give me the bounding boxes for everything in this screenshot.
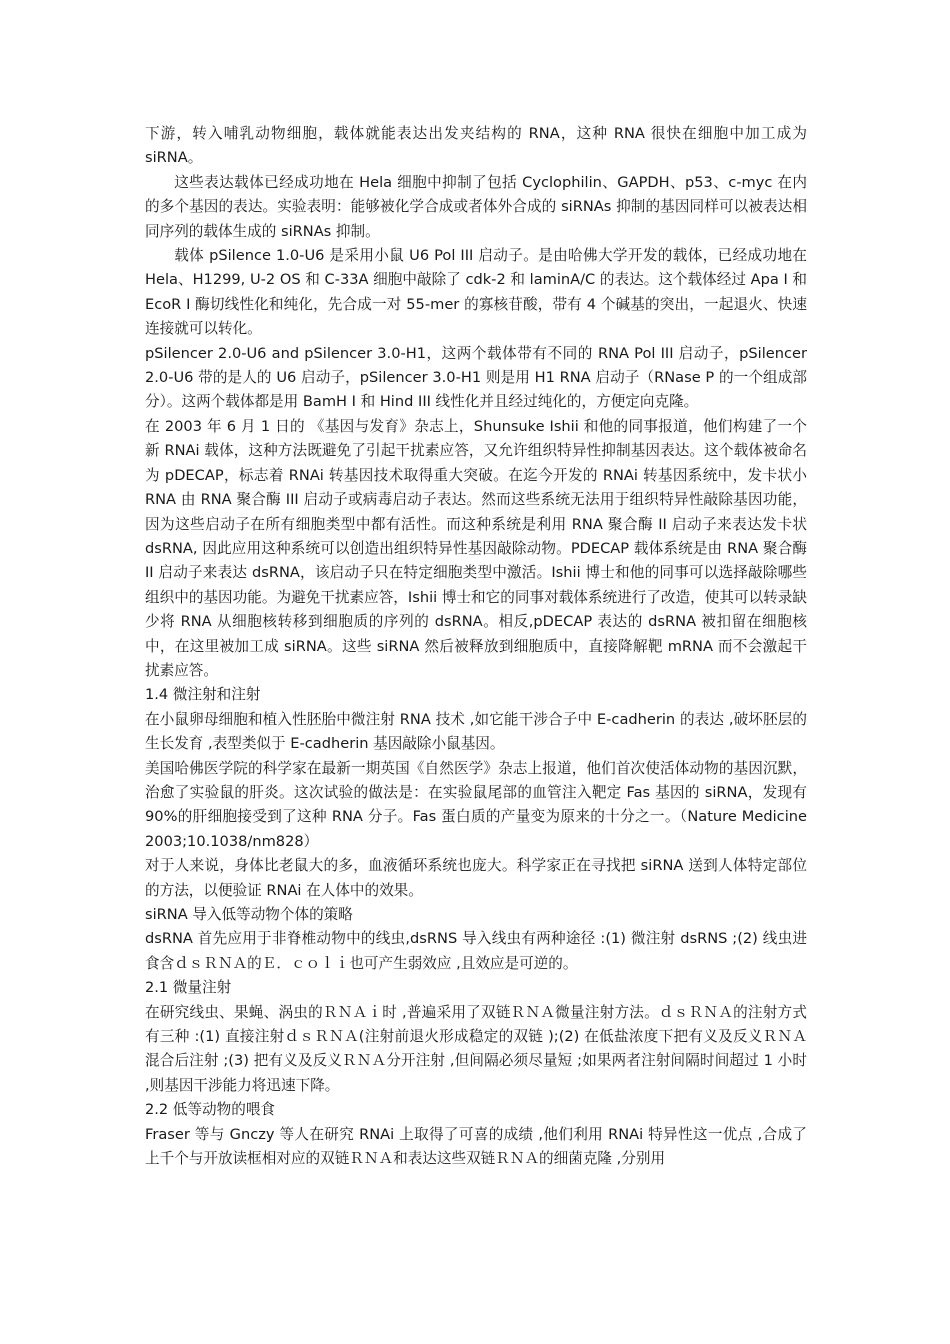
document-body	[145, 122, 807, 1171]
section-heading: 2.1 微量注射	[145, 979, 232, 997]
paragraph: 载体 pSilence 1.0-U6 是采用小鼠 U6 Pol III 启动子。是由哈佛大学开发的载体，已经成功地在 Hela、H1299, U-2 OS 和 C-33A 细胞中敲除了 cdk-2 和 laminA/C 的表达。这个载体经过 Apa I 和 EcoR I 酶切线性化和纯化，先合成一对 55-mer 的寡核苷酸，带有 4 个碱基的突出，一起退火、快速连接就可以转化。	[145, 247, 807, 338]
paragraph: 美国哈佛医学院的科学家在最新一期英国《自然医学》杂志上报道，他们首次使活体动物的基因沉默，治愈了实验鼠的肝炎。这次试验的做法是：在实验鼠尾部的血管注入靶定 Fas 基因的 siRNA，发现有 90%的肝细胞接受到了这种 RNA 分子。Fas 蛋白质的产量变为原来的十分之一。（Nature Medicine 2003;10.1038/nm828）	[145, 759, 807, 850]
section-heading: 2.2 低等动物的喂食	[145, 1101, 276, 1119]
section-heading: 1.4 微注射和注射	[145, 686, 261, 704]
paragraph: 在 2003 年 6 月 1 日的 《基因与发育》杂志上，Shunsuke Ishii 和他的同事报道，他们构建了一个新 RNAi 载体，这种方法既避免了引起干扰素应答，又允许组织特异性抑制基因表达。这个载体被命名为 pDECAP，标志着 RNAi 转基因技术取得重大突破。在迄今开发的 RNAi 转基因系统中，发卡状小 RNA 由 RNA 聚合酶 III 启动子或病毒启动子表达。然而这些系统无法用于组织特异性敲除基因功能，因为这些启动子在所有细胞类型中都有活性。而这种系统是利用 RNA 聚合酶 II 启动子来表达发卡状 dsRNA, 因此应用这种系统可以创造出组织特异性基因敲除动物。PDECAP 载体系统是由 RNA 聚合酶 II 启动子来表达 dsRNA，该启动子只在特定细胞类型中激活。Ishii 博士和他的同事可以选择敲除哪些组织中的基因功能。为避免干扰素应答，Ishii 博士和它的同事对载体系统进行了改造，使其可以转录缺少将 RNA 从细胞核转移到细胞质的序列的 dsRNA。相反,pDECAP 表达的 dsRNA 被扣留在细胞核中，在这里被加工成 siRNA。这些 siRNA 然后被释放到细胞质中，直接降解靶 mRNA 而不会激起干扰素应答。	[145, 417, 807, 679]
paragraph: 下游，转入哺乳动物细胞，载体就能表达出发夹结构的 RNA，这种 RNA 很快在细胞中加工成为 siRNA。	[145, 125, 807, 167]
paragraph: pSilencer 2.0-U6 and pSilencer 3.0-H1，这两个载体带有不同的 RNA Pol III 启动子，pSilencer 2.0-U6 带的是人的 U6 启动子，pSilencer 3.0-H1 则是用 H1 RNA 启动子（RNase P 的一个组成部分）。这两个载体都是用 BamH I 和 Hind III 线性化并且经过纯化的，方便定向克隆。	[145, 344, 807, 411]
paragraph: dsRNA 首先应用于非脊椎动物中的线虫,dsRNS 导入线虫有两种途径 :(1) 微注射 dsRNS ;(2) 线虫进食含ｄｓＲＮＡ的Ｅ．ｃｏｌｉ也可产生弱效应 ,且效应是可逆的。	[145, 930, 807, 972]
paragraph: 在小鼠卵母细胞和植入性胚胎中微注射 RNA 技术 ,如它能干涉合子中 E-cadherin 的表达 ,破坏胚层的生长发育 ,表型类似于 E-cadherin 基因敲除小鼠基因。	[145, 710, 807, 753]
paragraph: 在研究线虫、果蝇、涡虫的ＲＮＡｉ时 ,普遍采用了双链ＲＮＡ微量注射方法。ｄｓＲＮＡ的注射方式有三种 :(1) 直接注射ｄｓＲＮＡ(注射前退火形成稳定的双链 );(2) 在低盐浓度下把有义及反义ＲＮＡ混合后注射 ;(3) 把有义及反义ＲＮＡ分开注射 ,但间隔必须尽量短 ;如果两者注射间隔时间超过 1 小时 ,则基因干涉能力将迅速下降。	[145, 1003, 807, 1094]
paragraph: 这些表达载体已经成功地在 Hela 细胞中抑制了包括 Cyclophilin、GAPDH、p53、c-myc 在内的多个基因的表达。实验表明：能够被化学合成或者体外合成的 siRNAs 抑制的基因同样可以被表达相同序列的载体生成的 siRNAs 抑制。	[145, 173, 807, 240]
paragraph: 对于人来说，身体比老鼠大的多，血液循环系统也庞大。科学家正在寻找把 siRNA 送到人体特定部位的方法，以便验证 RNAi 在人体中的效果。	[145, 857, 807, 899]
paragraph: Fraser 等与 Gnczy 等人在研究 RNAi 上取得了可喜的成绩 ,他们利用 RNAi 特异性这一优点 ,合成了上千个与开放读框相对应的双链ＲＮＡ和表达这些双链ＲＮＡ的细菌克隆 ,分别用	[145, 1125, 807, 1168]
section-heading: siRNA 导入低等动物个体的策略	[145, 906, 353, 923]
